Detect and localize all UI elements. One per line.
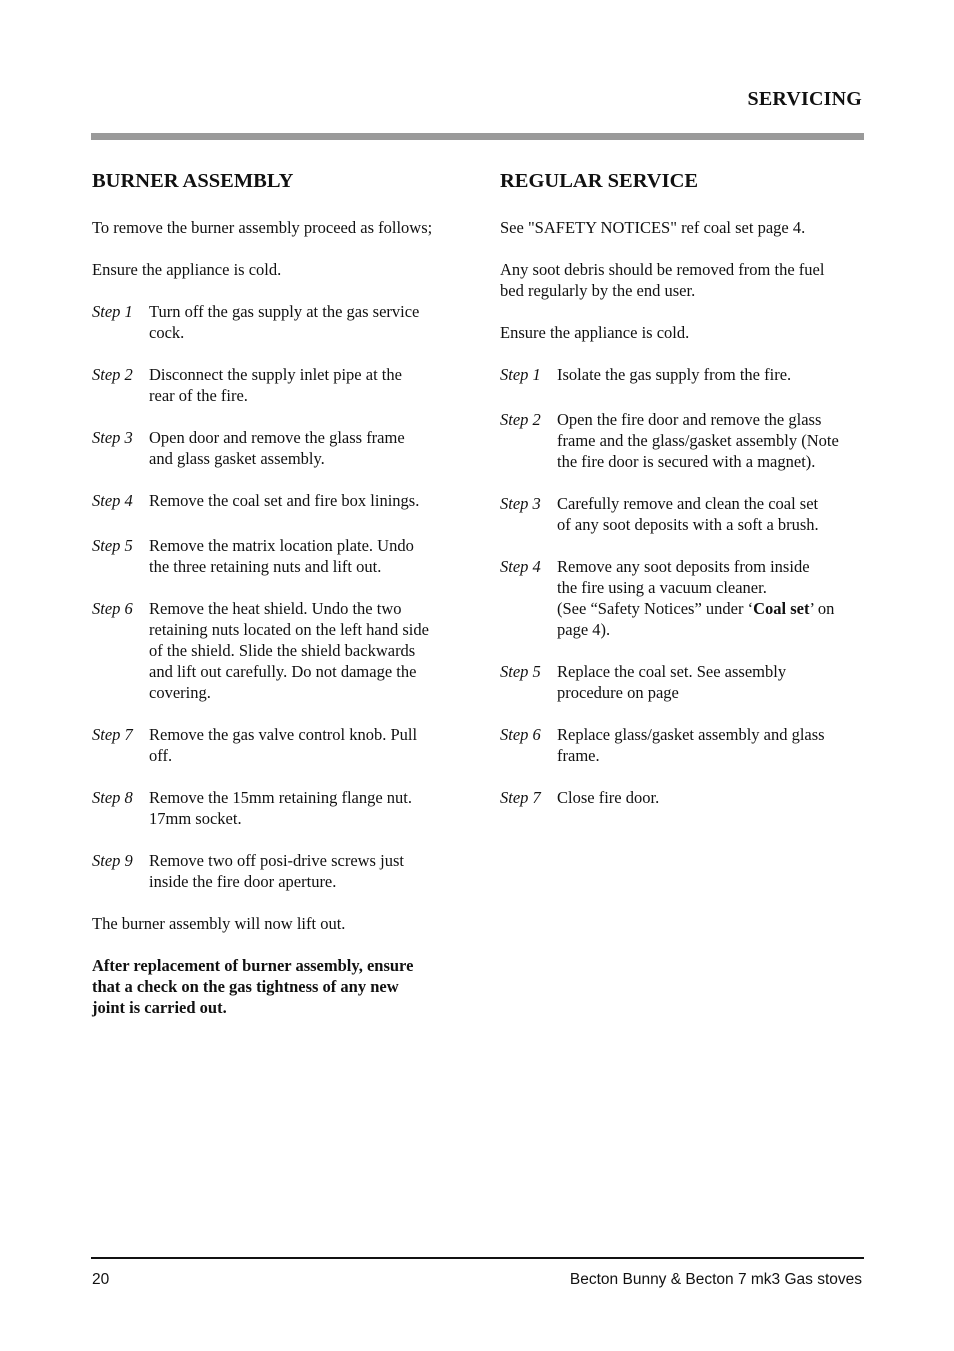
step-label: Step 6 <box>500 725 541 744</box>
step-label: Step 1 <box>92 302 133 321</box>
step-line: the fire door is secured with a magnet). <box>557 452 816 471</box>
left-step-8 <box>92 787 457 829</box>
step-line: Isolate the gas supply from the fire. <box>557 365 792 384</box>
cold-notice: Ensure the appliance is cold. <box>92 260 282 279</box>
step-line: Carefully remove and clean the coal set <box>557 494 819 513</box>
left-step-7 <box>92 724 457 766</box>
safety-reference: See "SAFETY NOTICES" ref coal set page 4. <box>500 218 806 237</box>
step-line: procedure on page <box>557 683 679 702</box>
note-bold: Coal set <box>753 599 810 618</box>
step-line: Remove the matrix location plate. Undo <box>149 536 414 555</box>
step-line: 17mm socket. <box>149 809 242 828</box>
soot-paragraph <box>500 259 864 301</box>
step-label: Step 4 <box>500 557 541 576</box>
step-label: Step 3 <box>92 428 133 447</box>
step-line: and lift out carefully. Do not damage the <box>149 662 417 681</box>
step-text <box>557 787 864 808</box>
step-text <box>557 556 864 640</box>
step-line: Open door and remove the glass frame <box>149 428 405 447</box>
left-step-4 <box>92 490 457 511</box>
step-line: inside the fire door aperture. <box>149 872 337 891</box>
step-label: Step 5 <box>500 662 541 681</box>
step-line: rear of the fire. <box>149 386 248 405</box>
right-step-5 <box>500 661 864 703</box>
step-line: Remove two off posi-drive screws just <box>149 851 404 870</box>
footer-divider <box>91 1257 864 1259</box>
right-step-2 <box>500 409 864 472</box>
step-line: Remove the heat shield. Undo the two <box>149 599 402 618</box>
step-label: Step 1 <box>500 365 541 384</box>
burner-assembly-column <box>92 168 457 1039</box>
note-text: (See “Safety Notices” under ‘ <box>557 599 754 618</box>
step-line: Replace glass/gasket assembly and glass <box>557 725 825 744</box>
header-divider <box>91 133 864 140</box>
step-text <box>557 364 864 385</box>
step-line: Remove the 15mm retaining flange nut. <box>149 788 413 807</box>
note-text: ’ on <box>809 599 835 618</box>
step-line: of any soot deposits with a soft a brush. <box>557 515 819 534</box>
step-text <box>149 364 457 406</box>
step-line: of the shield. Slide the shield backwards <box>149 641 416 660</box>
step-text <box>557 493 864 535</box>
step-line: and glass gasket assembly. <box>149 449 325 468</box>
step-line: off. <box>149 746 173 765</box>
step-text <box>149 850 457 892</box>
regular-service-column <box>500 168 864 829</box>
section-title: SERVICING <box>747 88 862 110</box>
step-text <box>149 787 457 829</box>
intro-paragraph: To remove the burner assembly proceed as follows; <box>92 218 433 237</box>
burner-assembly-heading: BURNER ASSEMBLY <box>92 170 294 192</box>
right-step-3 <box>500 493 864 535</box>
right-step-6 <box>500 724 864 766</box>
lift-out-paragraph: The burner assembly will now lift out. <box>92 914 346 933</box>
step-line: the fire using a vacuum cleaner. <box>557 578 767 597</box>
step-text <box>557 409 864 472</box>
step-line: Close fire door. <box>557 788 660 807</box>
step-line: cock. <box>149 323 185 342</box>
left-step-2 <box>92 364 457 406</box>
warning-line: that a check on the gas tightness of any new <box>92 977 399 996</box>
step-line: covering. <box>149 683 211 702</box>
step-line: Turn off the gas supply at the gas service <box>149 302 420 321</box>
step-text <box>149 535 457 577</box>
left-step-6 <box>92 598 457 703</box>
step-label: Step 9 <box>92 851 133 870</box>
step-label: Step 7 <box>500 788 541 807</box>
step-text <box>149 598 457 703</box>
soot-line: bed regularly by the end user. <box>500 281 696 300</box>
step-label: Step 8 <box>92 788 133 807</box>
step-label: Step 4 <box>92 491 133 510</box>
page-number: 20 <box>92 1271 110 1288</box>
step-line: Disconnect the supply inlet pipe at the <box>149 365 402 384</box>
step-line: page 4). <box>557 620 611 639</box>
step-line: Replace the coal set. See assembly <box>557 662 787 681</box>
step-line: Remove any soot deposits from inside <box>557 557 810 576</box>
right-step-7 <box>500 787 864 808</box>
cold-notice: Ensure the appliance is cold. <box>500 323 690 342</box>
step-line: retaining nuts located on the left hand side <box>149 620 429 639</box>
step-label: Step 2 <box>92 365 133 384</box>
soot-line: Any soot debris should be removed from the fuel <box>500 260 825 279</box>
warning-line: joint is carried out. <box>92 998 227 1017</box>
warning-line: After replacement of burner assembly, ensure <box>92 956 414 975</box>
step-line: the three retaining nuts and lift out. <box>149 557 382 576</box>
regular-service-heading: REGULAR SERVICE <box>500 170 699 192</box>
step-label: Step 6 <box>92 599 133 618</box>
step-text <box>149 724 457 766</box>
step-text <box>149 427 457 469</box>
step-text <box>557 724 864 766</box>
step-label: Step 5 <box>92 536 133 555</box>
step-label: Step 2 <box>500 410 541 429</box>
right-step-4 <box>500 556 864 640</box>
document-title: Becton Bunny & Becton 7 mk3 Gas stoves <box>569 1271 862 1288</box>
left-step-3 <box>92 427 457 469</box>
step-line: Remove the gas valve control knob. Pull <box>149 725 418 744</box>
step-label: Step 7 <box>92 725 133 744</box>
left-step-5 <box>92 535 457 577</box>
step-line: frame. <box>557 746 600 765</box>
step-note <box>557 598 864 619</box>
right-step-1 <box>500 364 864 385</box>
step-line: Remove the coal set and fire box linings. <box>149 491 420 510</box>
step-text <box>149 301 457 343</box>
left-step-9 <box>92 850 457 892</box>
step-text <box>557 661 864 703</box>
step-line: frame and the glass/gasket assembly (Note <box>557 431 839 450</box>
gas-tightness-warning <box>92 955 457 1018</box>
step-text <box>149 490 457 511</box>
left-step-1 <box>92 301 457 343</box>
step-line: Open the fire door and remove the glass <box>557 410 822 429</box>
step-label: Step 3 <box>500 494 541 513</box>
